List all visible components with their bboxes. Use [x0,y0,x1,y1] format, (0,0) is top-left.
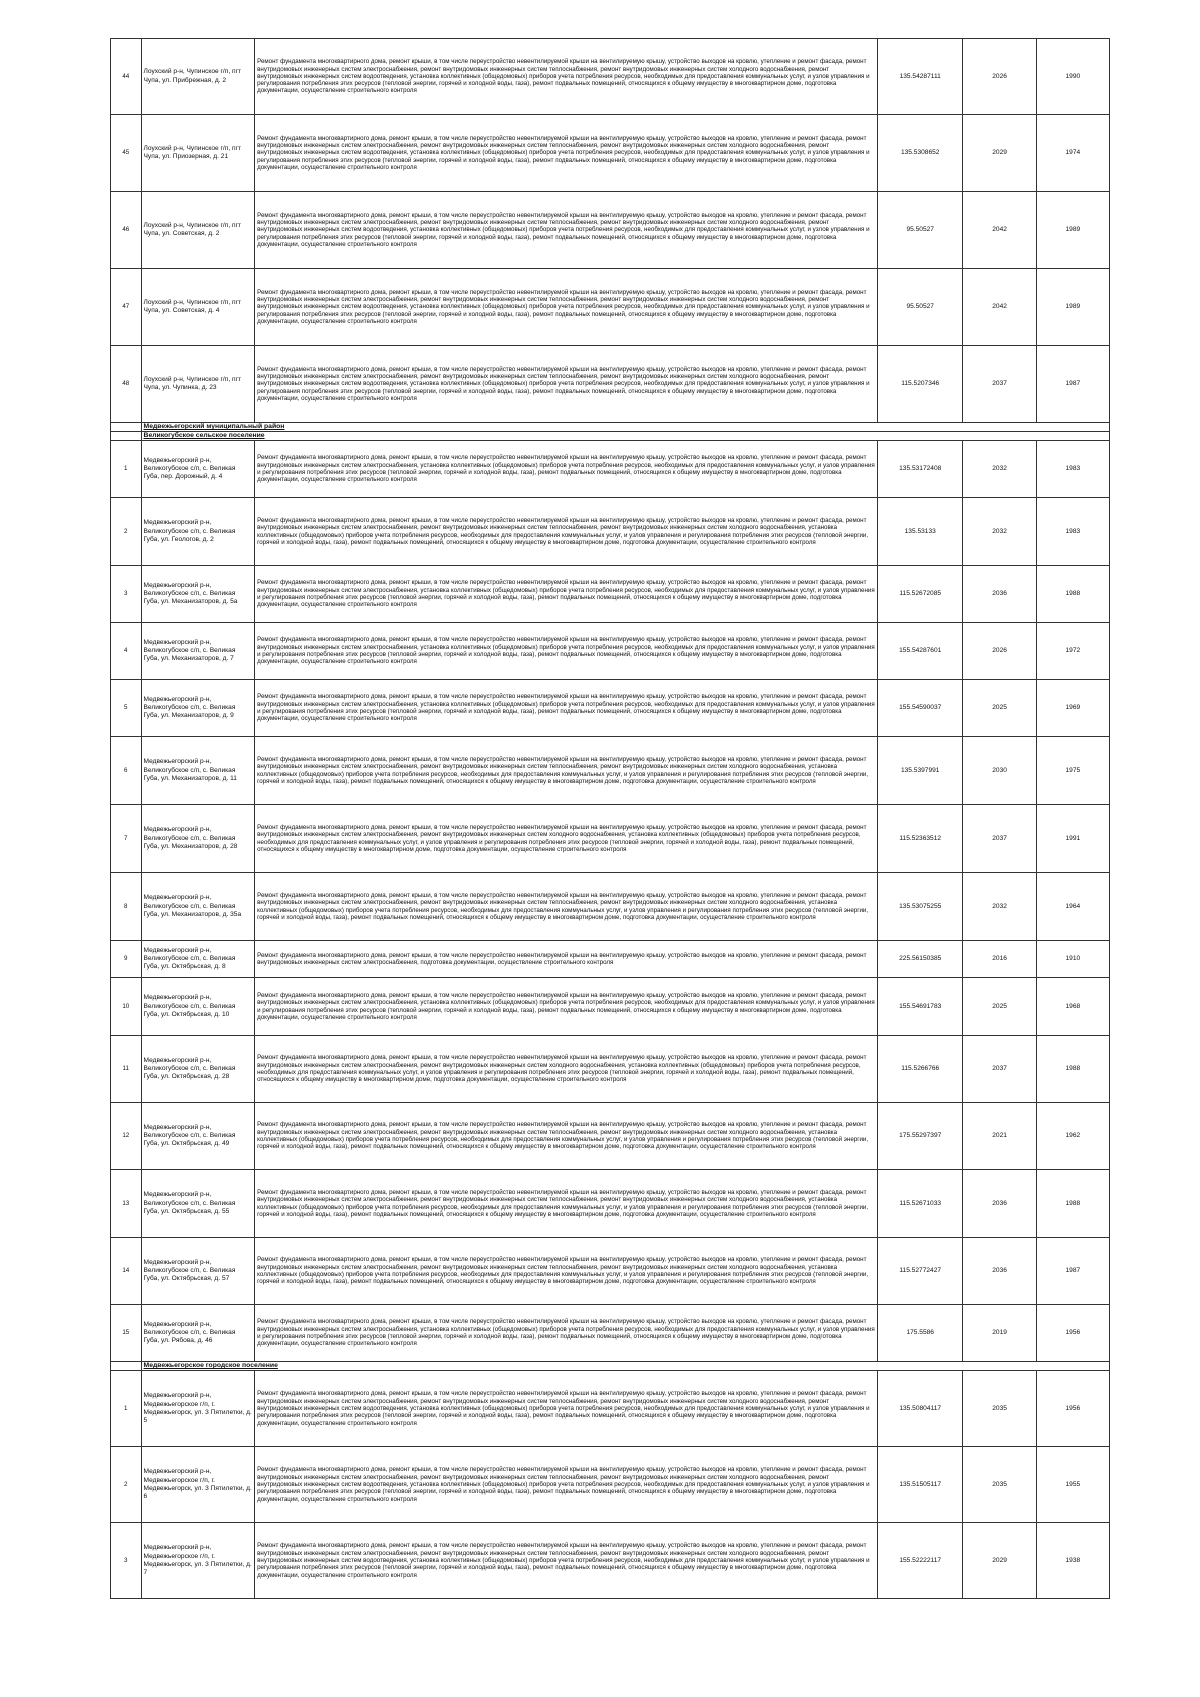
build-year-cell: 1987 [1036,1238,1109,1305]
repair-year-cell: 2037 [963,346,1036,423]
address-cell: Лоухский р-н, Чупинское г/п, пгт Чупа, ул. Советская, д. 4 [141,269,255,346]
row-number: 10 [111,978,142,1036]
settlement-heading: Медвежьегорское городское поселение [141,1362,1109,1371]
table-body [111,39,1110,1599]
row-number: 1 [111,1371,142,1447]
works-cell: Ремонт фундамента многоквартирного дома, ремонт крыши, в том числе переустройство невентилируемой крыши на вентилируемую крышу, устройство выходов на кровлю, утепление и ремонт фасада, ремонт внутридомовых инженерных систем электроснабжения, ремонт внутридомовых инженерных систем теплоснабжения, ремонт внутридомовых инженерных систем холодного водоснабжения, ремонт внутридомовых инженерных систем водоотведения, установка коллективных (общедомовых) приборов учета потребления ресурсов, необходимых для предоставления коммунальных услуг, и узлов управления и регулирования потребления этих ресурсов (тепловой энергии, горячей и холодной воды, газа), ремонт подвальных помещений, относящихся к общему имуществу в многоквартирном доме, подготовка документации, осуществление строительного контроля [255,269,878,346]
table-row [111,269,1110,346]
works-cell: Ремонт фундамента многоквартирного дома, ремонт крыши, в том числе переустройство невентилируемой крыши на вентилируемую крышу, устройство выходов на кровлю, утепление и ремонт фасада, ремонт внутридомовых инженерных систем электроснабжения, ремонт внутридомовых инженерных систем теплоснабжения, ремонт внутридомовых инженерных систем холодного водоснабжения, установка коллективных (общедомовых) приборов учета потребления ресурсов, необходимых для предоставления коммунальных услуг, и узлов управления и регулирования потребления этих ресурсов (тепловой энергии, горячей и холодной воды, газа), ремонт подвальных помещений, относящихся к общему имуществу в многоквартирном доме, подготовка документации, осуществление строительного контроля [255,873,878,941]
build-year-cell: 1969 [1036,680,1109,737]
build-year-cell: 1975 [1036,737,1109,805]
address-cell: Медвежьегорский р-н, Великогубское с/п, с. Великая Губа, ул. Механизаторов, д. 5а [141,566,255,623]
repair-year-cell: 2025 [963,978,1036,1036]
works-cell: Ремонт фундамента многоквартирного дома, ремонт крыши, в том числе переустройство невентилируемой крыши на вентилируемую крышу, устройство выходов на кровлю, утепление и ремонт фасада, ремонт внутридомовых инженерных систем электроснабжения, ремонт внутридомовых инженерных систем холодного водоснабжения, установка коллективных (общедомовых) приборов учета потребления ресурсов, необходимых для предоставления коммунальных услуг, и узлов управления и регулирования потребления этих ресурсов (тепловой энергии, горячей и холодной воды, газа), ремонт подвальных помещений, относящихся к общему имуществу в многоквартирном доме, подготовка документации, осуществление строительного контроля [255,805,878,873]
works-cell: Ремонт фундамента многоквартирного дома, ремонт крыши, в том числе переустройство невентилируемой крыши на вентилируемую крышу, устройство выходов на кровлю, утепление и ремонт фасада, ремонт внутридомовых инженерных систем электроснабжения, ремонт внутридомовых инженерных систем холодного водоснабжения, установка коллективных (общедомовых) приборов учета потребления ресурсов, необходимых для предоставления коммунальных услуг, и узлов управления и регулирования потребления этих ресурсов (тепловой энергии, горячей и холодной воды, газа), ремонт подвальных помещений, относящихся к общему имуществу в многоквартирном доме, подготовка документации, осуществление строительного контроля [255,1036,878,1103]
build-year-cell: 1988 [1036,1170,1109,1238]
repair-year-cell: 2037 [963,1036,1036,1103]
repair-year-cell: 2029 [963,1523,1036,1599]
address-cell: Медвежьегорский р-н, Великогубское с/п, с. Великая Губа, ул. Механизаторов, д. 7 [141,623,255,680]
table-row [111,978,1110,1036]
works-cell: Ремонт фундамента многоквартирного дома, ремонт крыши, в том числе переустройство невентилируемой крыши на вентилируемую крышу, устройство выходов на кровлю, утепление и ремонт фасада, ремонт внутридомовых инженерных систем электроснабжения, ремонт внутридомовых инженерных систем теплоснабжения, ремонт внутридомовых инженерных систем холодного водоснабжения, ремонт внутридомовых инженерных систем водоотведения, установка коллективных (общедомовых) приборов учета потребления ресурсов, необходимых для предоставления коммунальных услуг, и узлов управления и регулирования потребления этих ресурсов (тепловой энергии, горячей и холодной воды, газа), ремонт подвальных помещений, относящихся к общему имуществу в многоквартирном доме, подготовка документации, осуществление строительного контроля [255,1447,878,1523]
cost-cell: 155.52222117 [877,1523,962,1599]
row-number: 3 [111,566,142,623]
address-cell: Медвежьегорский р-н, Великогубское с/п, с. Великая Губа, пер. Дорожный, д. 4 [141,441,255,498]
address-cell: Медвежьегорский р-н, Великогубское с/п, с. Великая Губа, ул. Геологов, д. 2 [141,498,255,566]
build-year-cell: 1983 [1036,441,1109,498]
row-number: 47 [111,269,142,346]
table-row [111,115,1110,192]
build-year-cell: 1974 [1036,115,1109,192]
repair-year-cell: 2021 [963,1103,1036,1170]
works-cell: Ремонт фундамента многоквартирного дома, ремонт крыши, в том числе переустройство невентилируемой крыши на вентилируемую крышу, устройство выходов на кровлю, утепление и ремонт фасада, ремонт внутридомовых инженерных систем электроснабжения, установка коллективных (общедомовых) приборов учета потребления ресурсов, необходимых для предоставления коммунальных услуг, и узлов управления и регулирования потребления этих ресурсов (тепловой энергии, горячей и холодной воды, газа), ремонт подвальных помещений, относящихся к общему имуществу в многоквартирном доме, подготовка документации, осуществление строительного контроля [255,978,878,1036]
row-number: 46 [111,192,142,269]
row-number: 2 [111,1447,142,1523]
cost-cell: 95.50527 [877,192,962,269]
cost-cell: 175.55297397 [877,1103,962,1170]
build-year-cell: 1956 [1036,1371,1109,1447]
address-cell: Лоухский р-н, Чупинское г/п, пгт Чупа, ул. Прибрежная, д. 2 [141,39,255,115]
table-row [111,39,1110,115]
row-number: 11 [111,1036,142,1103]
address-cell: Медвежьегорский р-н, Великогубское с/п, с. Великая Губа, ул. Октябрьская, д. 28 [141,1036,255,1103]
cost-cell: 135.53075255 [877,873,962,941]
table-row [111,498,1110,566]
build-year-cell: 1962 [1036,1103,1109,1170]
address-cell: Медвежьегорский р-н, Великогубское с/п, с. Великая Губа, ул. Рябова, д. 46 [141,1305,255,1362]
works-cell: Ремонт фундамента многоквартирного дома, ремонт крыши, в том числе переустройство невентилируемой крыши на вентилируемую крышу, устройство выходов на кровлю, утепление и ремонт фасада, ремонт внутридомовых инженерных систем электроснабжения, подготовка документации, осуществление строительного контроля [255,941,878,978]
repair-year-cell: 2019 [963,1305,1036,1362]
address-cell: Лоухский р-н, Чупинское г/п, пгт Чупа, ул. Советская, д. 2 [141,192,255,269]
settlement-heading-row [111,1362,1110,1371]
repair-year-cell: 2035 [963,1371,1036,1447]
works-cell: Ремонт фундамента многоквартирного дома, ремонт крыши, в том числе переустройство невентилируемой крыши на вентилируемую крышу, устройство выходов на кровлю, утепление и ремонт фасада, ремонт внутридомовых инженерных систем электроснабжения, ремонт внутридомовых инженерных систем теплоснабжения, ремонт внутридомовых инженерных систем холодного водоснабжения, ремонт внутридомовых инженерных систем водоотведения, установка коллективных (общедомовых) приборов учета потребления ресурсов, необходимых для предоставления коммунальных услуг, и узлов управления и регулирования потребления этих ресурсов (тепловой энергии, горячей и холодной воды, газа), ремонт подвальных помещений, относящихся к общему имуществу в многоквартирном доме, подготовка документации, осуществление строительного контроля [255,39,878,115]
build-year-cell: 1990 [1036,39,1109,115]
build-year-cell: 1968 [1036,978,1109,1036]
address-cell: Медвежьегорский р-н, Великогубское с/п, с. Великая Губа, ул. Механизаторов, д. 35а [141,873,255,941]
repair-year-cell: 2025 [963,680,1036,737]
works-cell: Ремонт фундамента многоквартирного дома, ремонт крыши, в том числе переустройство невентилируемой крыши на вентилируемую крышу, устройство выходов на кровлю, утепление и ремонт фасада, ремонт внутридомовых инженерных систем электроснабжения, установка коллективных (общедомовых) приборов учета потребления ресурсов, необходимых для предоставления коммунальных услуг, и узлов управления и регулирования потребления этих ресурсов (тепловой энергии, горячей и холодной воды, газа), ремонт подвальных помещений, относящихся к общему имуществу в многоквартирном доме, подготовка документации, осуществление строительного контроля [255,566,878,623]
table-row [111,1305,1110,1362]
row-number: 2 [111,498,142,566]
row-number: 9 [111,941,142,978]
repair-year-cell: 2036 [963,1170,1036,1238]
works-cell: Ремонт фундамента многоквартирного дома, ремонт крыши, в том числе переустройство невентилируемой крыши на вентилируемую крышу, устройство выходов на кровлю, утепление и ремонт фасада, ремонт внутридомовых инженерных систем электроснабжения, установка коллективных (общедомовых) приборов учета потребления ресурсов, необходимых для предоставления коммунальных услуг, и узлов управления и регулирования потребления этих ресурсов (тепловой энергии, горячей и холодной воды, газа), ремонт подвальных помещений, относящихся к общему имуществу в многоквартирном доме, подготовка документации, осуществление строительного контроля [255,441,878,498]
cost-cell: 115.52671033 [877,1170,962,1238]
table-row [111,623,1110,680]
repair-year-cell: 2026 [963,39,1036,115]
cost-cell: 135.5308652 [877,115,962,192]
row-number: 1 [111,441,142,498]
works-cell: Ремонт фундамента многоквартирного дома, ремонт крыши, в том числе переустройство невентилируемой крыши на вентилируемую крышу, устройство выходов на кровлю, утепление и ремонт фасада, ремонт внутридомовых инженерных систем электроснабжения, установка коллективных (общедомовых) приборов учета потребления ресурсов, необходимых для предоставления коммунальных услуг, и узлов управления и регулирования потребления этих ресурсов (тепловой энергии, горячей и холодной воды, газа), ремонт подвальных помещений, относящихся к общему имуществу в многоквартирном доме, подготовка документации, осуществление строительного контроля [255,623,878,680]
table-row [111,566,1110,623]
table-row [111,1170,1110,1238]
repair-year-cell: 2016 [963,941,1036,978]
address-cell: Медвежьегорский р-н, Великогубское с/п, с. Великая Губа, ул. Октябрьская, д. 55 [141,1170,255,1238]
table-row [111,1523,1110,1599]
row-number: 45 [111,115,142,192]
cost-cell: 115.5266766 [877,1036,962,1103]
works-cell: Ремонт фундамента многоквартирного дома, ремонт крыши, в том числе переустройство невентилируемой крыши на вентилируемую крышу, устройство выходов на кровлю, утепление и ремонт фасада, ремонт внутридомовых инженерных систем электроснабжения, ремонт внутридомовых инженерных систем теплоснабжения, ремонт внутридомовых инженерных систем холодного водоснабжения, ремонт внутридомовых инженерных систем водоотведения, установка коллективных (общедомовых) приборов учета потребления ресурсов, необходимых для предоставления коммунальных услуг, и узлов управления и регулирования потребления этих ресурсов (тепловой энергии, горячей и холодной воды, газа), ремонт подвальных помещений, относящихся к общему имуществу в многоквартирном доме, подготовка документации, осуществление строительного контроля [255,1371,878,1447]
works-cell: Ремонт фундамента многоквартирного дома, ремонт крыши, в том числе переустройство невентилируемой крыши на вентилируемую крышу, устройство выходов на кровлю, утепление и ремонт фасада, ремонт внутридомовых инженерных систем электроснабжения, ремонт внутридомовых инженерных систем теплоснабжения, ремонт внутридомовых инженерных систем холодного водоснабжения, установка коллективных (общедомовых) приборов учета потребления ресурсов, необходимых для предоставления коммунальных услуг, и узлов управления и регулирования потребления этих ресурсов (тепловой энергии, горячей и холодной воды, газа), ремонт подвальных помещений, относящихся к общему имуществу в многоквартирном доме, подготовка документации, осуществление строительного контроля [255,1103,878,1170]
table-row [111,346,1110,423]
address-cell: Медвежьегорский р-н, Великогубское с/п, с. Великая Губа, ул. Октябрьская, д. 10 [141,978,255,1036]
table-row [111,441,1110,498]
cost-cell: 135.54287111 [877,39,962,115]
address-cell: Медвежьегорский р-н, Великогубское с/п, с. Великая Губа, ул. Октябрьская, д. 49 [141,1103,255,1170]
build-year-cell: 1938 [1036,1523,1109,1599]
table-row [111,941,1110,978]
build-year-cell: 1983 [1036,498,1109,566]
build-year-cell: 1964 [1036,873,1109,941]
works-cell: Ремонт фундамента многоквартирного дома, ремонт крыши, в том числе переустройство невентилируемой крыши на вентилируемую крышу, устройство выходов на кровлю, утепление и ремонт фасада, ремонт внутридомовых инженерных систем электроснабжения, ремонт внутридомовых инженерных систем теплоснабжения, ремонт внутридомовых инженерных систем холодного водоснабжения, установка коллективных (общедомовых) приборов учета потребления ресурсов, необходимых для предоставления коммунальных услуг, и узлов управления и регулирования потребления этих ресурсов (тепловой энергии, горячей и холодной воды, газа), ремонт подвальных помещений, относящихся к общему имуществу в многоквартирном доме, подготовка документации, осуществление строительного контроля [255,1238,878,1305]
cost-cell: 175.5586 [877,1305,962,1362]
works-cell: Ремонт фундамента многоквартирного дома, ремонт крыши, в том числе переустройство невентилируемой крыши на вентилируемую крышу, устройство выходов на кровлю, утепление и ремонт фасада, ремонт внутридомовых инженерных систем электроснабжения, ремонт внутридомовых инженерных систем теплоснабжения, ремонт внутридомовых инженерных систем холодного водоснабжения, ремонт внутридомовых инженерных систем водоотведения, установка коллективных (общедомовых) приборов учета потребления ресурсов, необходимых для предоставления коммунальных услуг, и узлов управления и регулирования потребления этих ресурсов (тепловой энергии, горячей и холодной воды, газа), ремонт подвальных помещений, относящихся к общему имуществу в многоквартирном доме, подготовка документации, осуществление строительного контроля [255,115,878,192]
build-year-cell: 1987 [1036,346,1109,423]
address-cell: Медвежьегорский р-н, Великогубское с/п, с. Великая Губа, ул. Механизаторов, д. 28 [141,805,255,873]
repair-year-cell: 2036 [963,566,1036,623]
empty-cell [111,432,142,441]
row-number: 5 [111,680,142,737]
row-number: 4 [111,623,142,680]
address-cell: Медвежьегорский р-н, Великогубское с/п, с. Великая Губа, ул. Октябрьская, д. 8 [141,941,255,978]
table-row [111,873,1110,941]
row-number: 44 [111,39,142,115]
cost-cell: 115.5207346 [877,346,962,423]
address-cell: Медвежьегорский р-н, Великогубское с/п, с. Великая Губа, ул. Механизаторов, д. 9 [141,680,255,737]
repair-year-cell: 2030 [963,737,1036,805]
build-year-cell: 1989 [1036,269,1109,346]
address-cell: Медвежьегорский р-н, Медвежьегорское г/п, г. Медвежьегорск, ул. 3 Пятилетки, д. 6 [141,1447,255,1523]
repair-year-cell: 2032 [963,498,1036,566]
repair-year-cell: 2037 [963,805,1036,873]
settlement-heading: Великогубское сельское поселение [141,432,1109,441]
cost-cell: 95.50527 [877,269,962,346]
build-year-cell: 1972 [1036,623,1109,680]
row-number: 3 [111,1523,142,1599]
empty-cell [111,1362,142,1371]
capital-repair-table [110,38,1110,1599]
row-number: 48 [111,346,142,423]
settlement-heading-row [111,432,1110,441]
table-row [111,1447,1110,1523]
build-year-cell: 1989 [1036,192,1109,269]
repair-year-cell: 2026 [963,623,1036,680]
cost-cell: 225.56150385 [877,941,962,978]
repair-year-cell: 2035 [963,1447,1036,1523]
address-cell: Медвежьегорский р-н, Медвежьегорское г/п, г. Медвежьегорск, ул. 3 Пятилетки, д. 5 [141,1371,255,1447]
address-cell: Лоухский р-н, Чупинское г/п, пгт Чупа, ул. Чупинка, д. 23 [141,346,255,423]
table-row [111,680,1110,737]
district-heading: Медвежьегорский муниципальный район [141,423,1109,432]
row-number: 8 [111,873,142,941]
repair-year-cell: 2029 [963,115,1036,192]
cost-cell: 135.53172408 [877,441,962,498]
table-row [111,1103,1110,1170]
cost-cell: 115.52772427 [877,1238,962,1305]
build-year-cell: 1956 [1036,1305,1109,1362]
repair-year-cell: 2032 [963,441,1036,498]
build-year-cell: 1910 [1036,941,1109,978]
row-number: 13 [111,1170,142,1238]
build-year-cell: 1955 [1036,1447,1109,1523]
works-cell: Ремонт фундамента многоквартирного дома, ремонт крыши, в том числе переустройство невентилируемой крыши на вентилируемую крышу, устройство выходов на кровлю, утепление и ремонт фасада, ремонт внутридомовых инженерных систем электроснабжения, ремонт внутридомовых инженерных систем теплоснабжения, ремонт внутридомовых инженерных систем холодного водоснабжения, установка коллективных (общедомовых) приборов учета потребления ресурсов, необходимых для предоставления коммунальных услуг, и узлов управления и регулирования потребления этих ресурсов (тепловой энергии, горячей и холодной воды, газа), ремонт подвальных помещений, относящихся к общему имуществу в многоквартирном доме, подготовка документации, осуществление строительного контроля [255,737,878,805]
row-number: 14 [111,1238,142,1305]
address-cell: Медвежьегорский р-н, Медвежьегорское г/п, г. Медвежьегорск, ул. 3 Пятилетки, д. 7 [141,1523,255,1599]
works-cell: Ремонт фундамента многоквартирного дома, ремонт крыши, в том числе переустройство невентилируемой крыши на вентилируемую крышу, устройство выходов на кровлю, утепление и ремонт фасада, ремонт внутридомовых инженерных систем электроснабжения, установка коллективных (общедомовых) приборов учета потребления ресурсов, необходимых для предоставления коммунальных услуг, и узлов управления и регулирования потребления этих ресурсов (тепловой энергии, горячей и холодной воды, газа), ремонт подвальных помещений, относящихся к общему имуществу в многоквартирном доме, подготовка документации, осуществление строительного контроля [255,680,878,737]
table-row [111,1238,1110,1305]
table-row [111,805,1110,873]
cost-cell: 135.53133 [877,498,962,566]
row-number: 6 [111,737,142,805]
cost-cell: 135.51505117 [877,1447,962,1523]
address-cell: Медвежьегорский р-н, Великогубское с/п, с. Великая Губа, ул. Механизаторов, д. 11 [141,737,255,805]
build-year-cell: 1988 [1036,1036,1109,1103]
works-cell: Ремонт фундамента многоквартирного дома, ремонт крыши, в том числе переустройство невентилируемой крыши на вентилируемую крышу, устройство выходов на кровлю, утепление и ремонт фасада, ремонт внутридомовых инженерных систем электроснабжения, ремонт внутридомовых инженерных систем теплоснабжения, ремонт внутридомовых инженерных систем холодного водоснабжения, установка коллективных (общедомовых) приборов учета потребления ресурсов, необходимых для предоставления коммунальных услуг, и узлов управления и регулирования потребления этих ресурсов (тепловой энергии, горячей и холодной воды, газа), ремонт подвальных помещений, относящихся к общему имуществу в многоквартирном доме, подготовка документации, осуществление строительного контроля [255,1170,878,1238]
cost-cell: 155.54287601 [877,623,962,680]
empty-cell [111,423,142,432]
works-cell: Ремонт фундамента многоквартирного дома, ремонт крыши, в том числе переустройство невентилируемой крыши на вентилируемую крышу, устройство выходов на кровлю, утепление и ремонт фасада, ремонт внутридомовых инженерных систем электроснабжения, ремонт внутридомовых инженерных систем теплоснабжения, ремонт внутридомовых инженерных систем холодного водоснабжения, ремонт внутридомовых инженерных систем водоотведения, установка коллективных (общедомовых) приборов учета потребления ресурсов, необходимых для предоставления коммунальных услуг, и узлов управления и регулирования потребления этих ресурсов (тепловой энергии, горячей и холодной воды, газа), ремонт подвальных помещений, относящихся к общему имуществу в многоквартирном доме, подготовка документации, осуществление строительного контроля [255,192,878,269]
table-row [111,737,1110,805]
row-number: 12 [111,1103,142,1170]
cost-cell: 135.5397991 [877,737,962,805]
table-row [111,1371,1110,1447]
works-cell: Ремонт фундамента многоквартирного дома, ремонт крыши, в том числе переустройство невентилируемой крыши на вентилируемую крышу, устройство выходов на кровлю, утепление и ремонт фасада, ремонт внутридомовых инженерных систем электроснабжения, ремонт внутридомовых инженерных систем теплоснабжения, ремонт внутридомовых инженерных систем холодного водоснабжения, ремонт внутридомовых инженерных систем водоотведения, установка коллективных (общедомовых) приборов учета потребления ресурсов, необходимых для предоставления коммунальных услуг, и узлов управления и регулирования потребления этих ресурсов (тепловой энергии, горячей и холодной воды, газа), ремонт подвальных помещений, относящихся к общему имуществу в многоквартирном доме, подготовка документации, осуществление строительного контроля [255,346,878,423]
address-cell: Лоухский р-н, Чупинское г/п, пгт Чупа, ул. Приозерная, д. 21 [141,115,255,192]
cost-cell: 135.50804117 [877,1371,962,1447]
cost-cell: 115.52672085 [877,566,962,623]
row-number: 15 [111,1305,142,1362]
repair-year-cell: 2036 [963,1238,1036,1305]
address-cell: Медвежьегорский р-н, Великогубское с/п, с. Великая Губа, ул. Октябрьская, д. 57 [141,1238,255,1305]
build-year-cell: 1988 [1036,566,1109,623]
cost-cell: 155.54691783 [877,978,962,1036]
works-cell: Ремонт фундамента многоквартирного дома, ремонт крыши, в том числе переустройство невентилируемой крыши на вентилируемую крышу, устройство выходов на кровлю, утепление и ремонт фасада, ремонт внутридомовых инженерных систем электроснабжения, установка коллективных (общедомовых) приборов учета потребления ресурсов, необходимых для предоставления коммунальных услуг, и узлов управления и регулирования потребления этих ресурсов (тепловой энергии, горячей и холодной воды, газа), ремонт подвальных помещений, относящихся к общему имуществу в многоквартирном доме, подготовка документации, осуществление строительного контроля [255,1305,878,1362]
cost-cell: 155.54590037 [877,680,962,737]
table-row [111,192,1110,269]
repair-year-cell: 2042 [963,269,1036,346]
district-heading-row [111,423,1110,432]
works-cell: Ремонт фундамента многоквартирного дома, ремонт крыши, в том числе переустройство невентилируемой крыши на вентилируемую крышу, устройство выходов на кровлю, утепление и ремонт фасада, ремонт внутридомовых инженерных систем электроснабжения, ремонт внутридомовых инженерных систем теплоснабжения, ремонт внутридомовых инженерных систем холодного водоснабжения, установка коллективных (общедомовых) приборов учета потребления ресурсов, необходимых для предоставления коммунальных услуг, и узлов управления и регулирования потребления этих ресурсов (тепловой энергии, горячей и холодной воды, газа), ремонт подвальных помещений, относящихся к общему имуществу в многоквартирном доме, подготовка документации, осуществление строительного контроля [255,498,878,566]
cost-cell: 115.52363512 [877,805,962,873]
repair-year-cell: 2042 [963,192,1036,269]
build-year-cell: 1991 [1036,805,1109,873]
repair-year-cell: 2032 [963,873,1036,941]
row-number: 7 [111,805,142,873]
works-cell: Ремонт фундамента многоквартирного дома, ремонт крыши, в том числе переустройство невентилируемой крыши на вентилируемую крышу, устройство выходов на кровлю, утепление и ремонт фасада, ремонт внутридомовых инженерных систем электроснабжения, ремонт внутридомовых инженерных систем теплоснабжения, ремонт внутридомовых инженерных систем холодного водоснабжения, ремонт внутридомовых инженерных систем водоотведения, установка коллективных (общедомовых) приборов учета потребления ресурсов, необходимых для предоставления коммунальных услуг, и узлов управления и регулирования потребления этих ресурсов (тепловой энергии, горячей и холодной воды, газа), ремонт подвальных помещений, относящихся к общему имуществу в многоквартирном доме, подготовка документации, осуществление строительного контроля [255,1523,878,1599]
table-row [111,1036,1110,1103]
